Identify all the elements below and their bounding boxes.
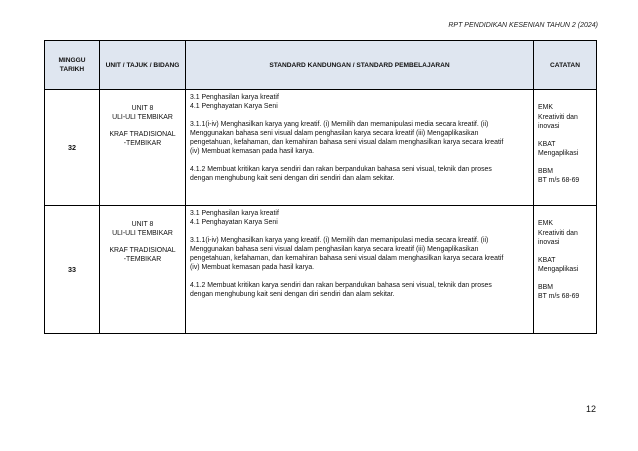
note-kbat-label: KBAT bbox=[538, 140, 556, 148]
note-emk-value: inovasi bbox=[538, 239, 560, 246]
column-header-minggu-line2: TARIKH bbox=[59, 66, 85, 73]
note-bbm-value: BT m/s 68-69 bbox=[538, 293, 580, 300]
sp-line: 3.1.1(i-iv) Menghasilkan karya yang kreatif. (i) Memilih dan memanipulasi media secara kreatif. (ii) bbox=[190, 237, 489, 244]
unit-area: KRAF TRADISIONAL bbox=[109, 247, 176, 254]
table-row bbox=[45, 90, 597, 206]
unit-cell bbox=[100, 206, 186, 334]
notes-cell bbox=[534, 90, 597, 206]
sp-line: Menggunakan bahasa seni visual dalam penghasilan karya secara kreatif (iii) Mengaplikasikan bbox=[190, 246, 479, 253]
note-bbm-value: BT m/s 68-69 bbox=[538, 177, 580, 184]
note-emk-label: EMK bbox=[538, 104, 553, 111]
unit-number: UNIT 8 bbox=[131, 221, 154, 228]
column-header-minggu-line1: MINGGU bbox=[58, 57, 86, 64]
notes-cell bbox=[534, 206, 597, 334]
column-header-minggu bbox=[45, 41, 100, 90]
standard-cell bbox=[186, 90, 534, 206]
unit-title: ULI-ULI TEMBIKAR bbox=[112, 230, 173, 237]
standard-cell bbox=[186, 206, 534, 334]
note-emk-value: inovasi bbox=[538, 123, 560, 130]
sp-line: 4.1.2 Membuat kritikan karya sendiri dan rakan berpandukan bahasa seni visual, teknik dan proses bbox=[190, 282, 492, 289]
table-header-row bbox=[45, 41, 597, 90]
sk-line: 3.1 Penghasilan karya kreatif bbox=[190, 210, 279, 217]
unit-subarea: -TEMBIKAR bbox=[123, 140, 162, 147]
sp-line: dengan menghubung kait seni dengan diri sendiri dan alam sekitar. bbox=[190, 175, 395, 182]
sp-line: Menggunakan bahasa seni visual dalam penghasilan karya secara kreatif (iii) Mengaplikasikan bbox=[190, 130, 479, 137]
sp-line: 3.1.1(i-iv) Menghasilkan karya yang kreatif. (i) Memilih dan memanipulasi media secara kreatif. (ii) bbox=[190, 121, 489, 128]
note-emk-value: Kreativiti dan bbox=[538, 229, 578, 237]
unit-cell bbox=[100, 90, 186, 206]
column-header-catatan: CATATAN bbox=[534, 41, 597, 90]
column-header-unit: UNIT / TAJUK / BIDANG bbox=[100, 41, 186, 90]
sk-line: 4.1 Penghayatan Karya Seni bbox=[190, 103, 278, 110]
note-kbat-value: Mengaplikasi bbox=[538, 150, 579, 157]
unit-area: KRAF TRADISIONAL bbox=[109, 131, 176, 138]
page-number: 12 bbox=[585, 404, 596, 414]
sk-line: 4.1 Penghayatan Karya Seni bbox=[190, 219, 278, 226]
sp-line: (iv) Membuat kemasan pada hasil karya. bbox=[190, 148, 315, 155]
note-emk-label: EMK bbox=[538, 220, 553, 227]
sk-line: 3.1 Penghasilan karya kreatif bbox=[190, 94, 279, 101]
note-emk-value: Kreativiti dan bbox=[538, 113, 578, 121]
sp-line: pengetahuan, kefahaman, dan kemahiran bahasa seni visual dalam menghasilkan karya secara kreatif bbox=[190, 255, 504, 262]
unit-title: ULI-ULI TEMBIKAR bbox=[112, 114, 173, 121]
sp-line: dengan menghubung kait seni dengan diri sendiri dan alam sekitar. bbox=[190, 291, 395, 298]
week-number: 33 bbox=[45, 206, 100, 334]
note-bbm-label: BBM bbox=[538, 167, 553, 175]
sp-line: 4.1.2 Membuat kritikan karya sendiri dan rakan berpandukan bahasa seni visual, teknik dan proses bbox=[190, 166, 492, 173]
document-header: RPT PENDIDIKAN KESENIAN TAHUN 2 (2024) bbox=[448, 22, 598, 29]
unit-number: UNIT 8 bbox=[131, 105, 154, 112]
column-header-standard: STANDARD KANDUNGAN / STANDARD PEMBELAJARAN bbox=[186, 41, 534, 90]
sp-line: pengetahuan, kefahaman, dan kemahiran bahasa seni visual dalam menghasilkan karya secara kreatif bbox=[190, 139, 504, 146]
week-number: 32 bbox=[45, 90, 100, 206]
table-row bbox=[45, 206, 597, 334]
lesson-plan-table bbox=[44, 40, 597, 334]
unit-subarea: -TEMBIKAR bbox=[123, 256, 162, 263]
note-kbat-label: KBAT bbox=[538, 256, 556, 264]
sp-line: (iv) Membuat kemasan pada hasil karya. bbox=[190, 264, 315, 271]
note-bbm-label: BBM bbox=[538, 283, 553, 291]
note-kbat-value: Mengaplikasi bbox=[538, 266, 579, 273]
